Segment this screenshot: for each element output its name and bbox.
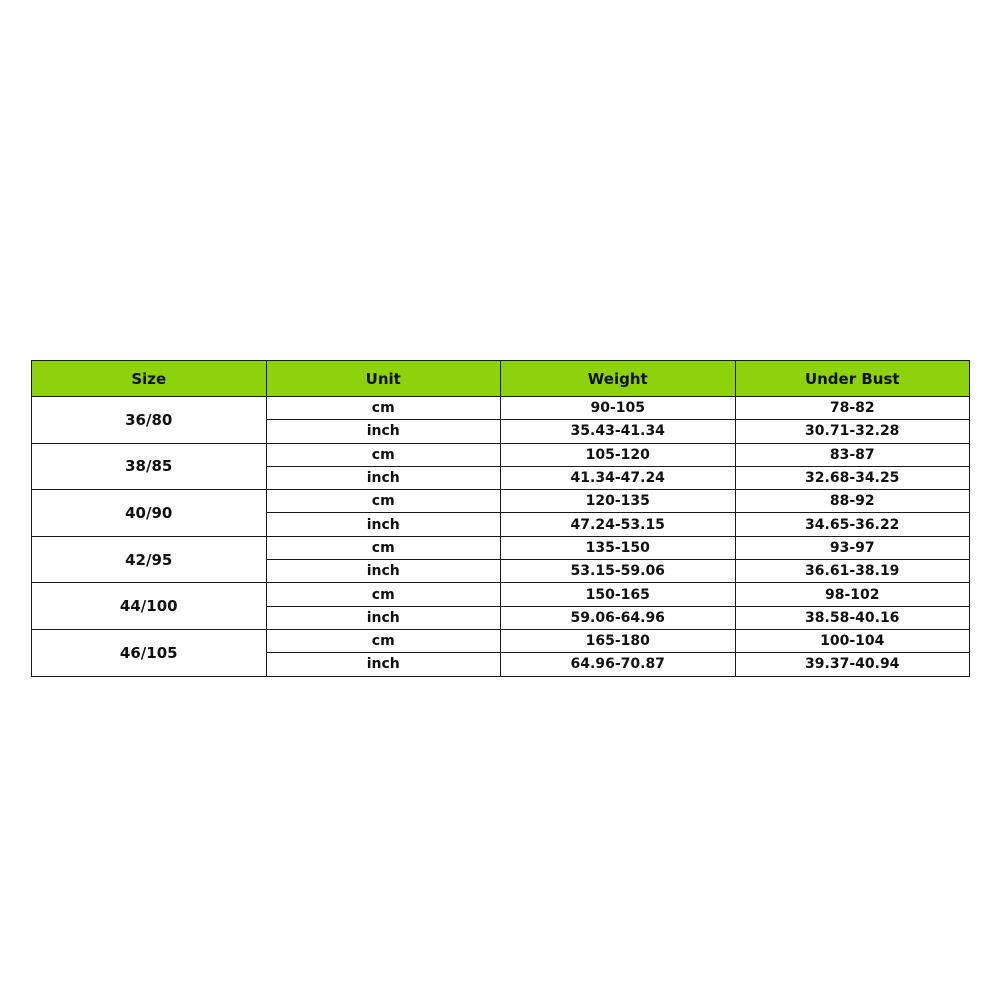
weight-cell: 150-165 [501,583,736,606]
size-cell: 42/95 [32,536,267,583]
table-row [32,397,970,420]
weight-cell: 35.43-41.34 [501,420,736,443]
unit-cell: inch [266,560,501,583]
weight-cell: 41.34-47.24 [501,466,736,489]
table-body [32,397,970,677]
table-row [32,490,970,513]
unit-cell: cm [266,397,501,420]
under-bust-cell: 98-102 [735,583,970,606]
table-row [32,583,970,606]
size-cell: 44/100 [32,583,267,630]
unit-cell: cm [266,583,501,606]
under-bust-cell: 100-104 [735,629,970,652]
weight-cell: 59.06-64.96 [501,606,736,629]
unit-cell: inch [266,466,501,489]
under-bust-cell: 32.68-34.25 [735,466,970,489]
header-weight: Weight [501,361,736,397]
header-unit: Unit [266,361,501,397]
weight-cell: 165-180 [501,629,736,652]
weight-cell: 47.24-53.15 [501,513,736,536]
header-size: Size [32,361,267,397]
size-cell: 46/105 [32,629,267,676]
table-row [32,443,970,466]
size-cell: 40/90 [32,490,267,537]
under-bust-cell: 30.71-32.28 [735,420,970,443]
under-bust-cell: 93-97 [735,536,970,559]
table-row [32,629,970,652]
unit-cell: cm [266,443,501,466]
unit-cell: cm [266,629,501,652]
weight-cell: 135-150 [501,536,736,559]
weight-cell: 120-135 [501,490,736,513]
under-bust-cell: 34.65-36.22 [735,513,970,536]
table-row [32,536,970,559]
unit-cell: cm [266,536,501,559]
under-bust-cell: 83-87 [735,443,970,466]
size-cell: 36/80 [32,397,267,444]
unit-cell: inch [266,653,501,676]
size-cell: 38/85 [32,443,267,490]
under-bust-cell: 36.61-38.19 [735,560,970,583]
weight-cell: 105-120 [501,443,736,466]
unit-cell: inch [266,513,501,536]
weight-cell: 90-105 [501,397,736,420]
under-bust-cell: 39.37-40.94 [735,653,970,676]
under-bust-cell: 78-82 [735,397,970,420]
unit-cell: inch [266,606,501,629]
under-bust-cell: 88-92 [735,490,970,513]
weight-cell: 64.96-70.87 [501,653,736,676]
size-chart-table [31,360,970,677]
unit-cell: inch [266,420,501,443]
under-bust-cell: 38.58-40.16 [735,606,970,629]
header-under-bust: Under Bust [735,361,970,397]
header-row [32,361,970,397]
weight-cell: 53.15-59.06 [501,560,736,583]
unit-cell: cm [266,490,501,513]
